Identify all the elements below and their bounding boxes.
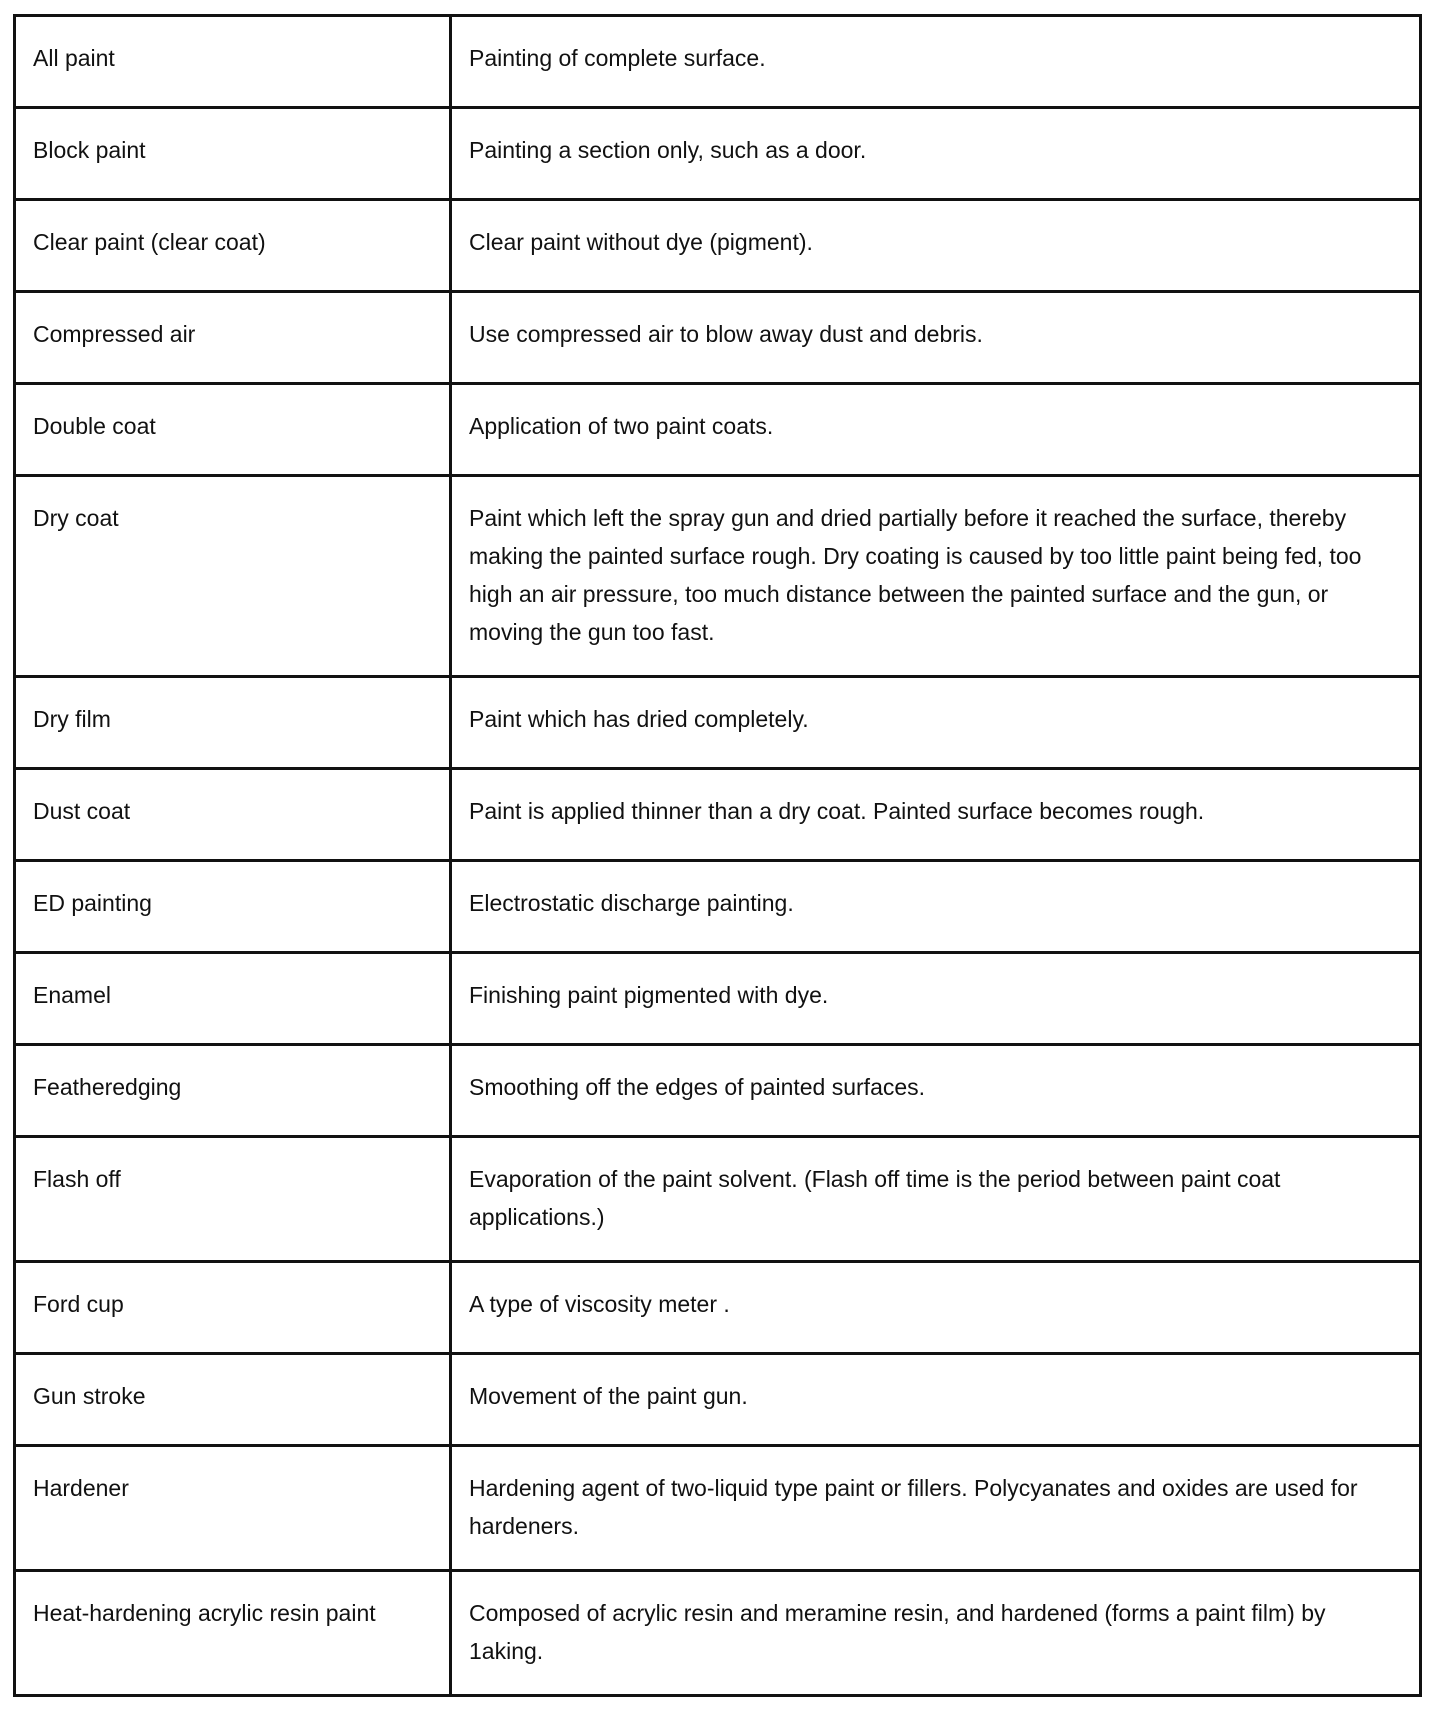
definition-cell: Paint which left the spray gun and dried partially before it reached the surface, thereby making the painted surface rough. Dry coating is caused by too little paint being fed, too high an air pressure, too much distance between the painted surface and the gun, or moving the gun too fast.	[451, 476, 1421, 677]
term-cell: ED painting	[15, 861, 451, 953]
term-cell: Dry coat	[15, 476, 451, 677]
table-row	[15, 16, 1421, 108]
definition-cell: Smoothing off the edges of painted surfaces.	[451, 1045, 1421, 1137]
table-row	[15, 200, 1421, 292]
term-cell: All paint	[15, 16, 451, 108]
table-row	[15, 953, 1421, 1045]
definition-cell: Clear paint without dye (pigment).	[451, 200, 1421, 292]
table-row	[15, 108, 1421, 200]
term-cell: Double coat	[15, 384, 451, 476]
term-cell: Dry film	[15, 677, 451, 769]
table-row	[15, 677, 1421, 769]
definition-cell: Movement of the paint gun.	[451, 1354, 1421, 1446]
definition-cell: A type of viscosity meter .	[451, 1262, 1421, 1354]
definition-cell: Composed of acrylic resin and meramine resin, and hardened (forms a paint film) by 1aking.	[451, 1571, 1421, 1696]
definition-cell: Painting a section only, such as a door.	[451, 108, 1421, 200]
table-row	[15, 384, 1421, 476]
definition-cell: Paint which has dried completely.	[451, 677, 1421, 769]
table-row	[15, 1045, 1421, 1137]
term-cell: Featheredging	[15, 1045, 451, 1137]
table-row	[15, 1571, 1421, 1696]
table-row	[15, 861, 1421, 953]
table-row	[15, 1354, 1421, 1446]
term-cell: Ford cup	[15, 1262, 451, 1354]
term-cell: Flash off	[15, 1137, 451, 1262]
table-row	[15, 1137, 1421, 1262]
definition-cell: Painting of complete surface.	[451, 16, 1421, 108]
definition-cell: Application of two paint coats.	[451, 384, 1421, 476]
term-cell: Dust coat	[15, 769, 451, 861]
term-cell: Heat-hardening acrylic resin paint	[15, 1571, 451, 1696]
definition-cell: Evaporation of the paint solvent. (Flash off time is the period between paint coat applications.)	[451, 1137, 1421, 1262]
term-cell: Compressed air	[15, 292, 451, 384]
table-row	[15, 292, 1421, 384]
term-cell: Block paint	[15, 108, 451, 200]
term-cell: Gun stroke	[15, 1354, 451, 1446]
term-cell: Hardener	[15, 1446, 451, 1571]
term-cell: Clear paint (clear coat)	[15, 200, 451, 292]
table-row	[15, 769, 1421, 861]
table-row	[15, 1262, 1421, 1354]
term-cell: Enamel	[15, 953, 451, 1045]
definition-cell: Paint is applied thinner than a dry coat. Painted surface becomes rough.	[451, 769, 1421, 861]
definition-cell: Hardening agent of two-liquid type paint or fillers. Polycyanates and oxides are used for hardeners.	[451, 1446, 1421, 1571]
definition-cell: Finishing paint pigmented with dye.	[451, 953, 1421, 1045]
table-row	[15, 476, 1421, 677]
table-row	[15, 1446, 1421, 1571]
definition-cell: Electrostatic discharge painting.	[451, 861, 1421, 953]
glossary-table	[13, 14, 1422, 1697]
definition-cell: Use compressed air to blow away dust and debris.	[451, 292, 1421, 384]
